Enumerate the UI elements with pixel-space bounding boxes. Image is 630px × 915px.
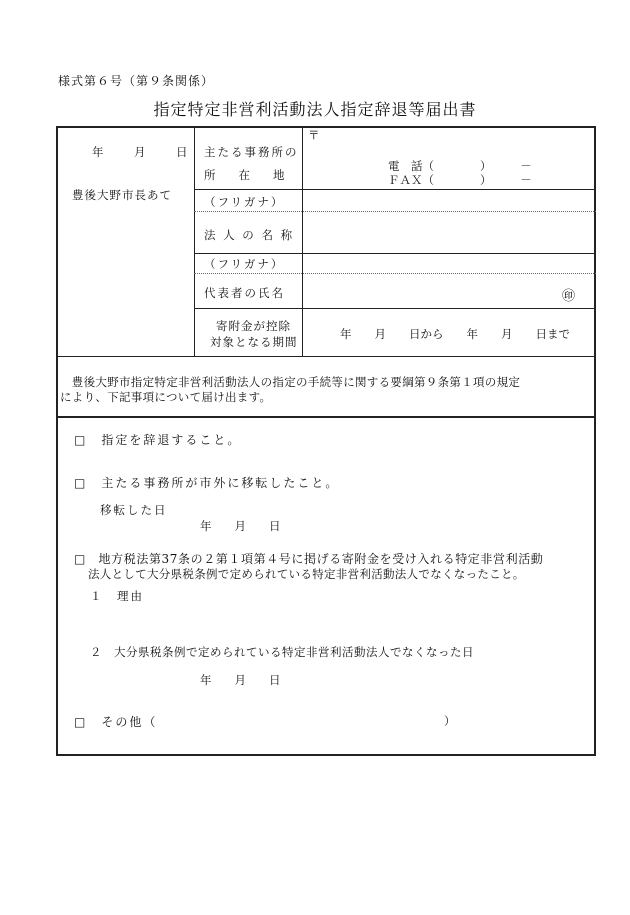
statement-line2: により、下記事項について届け出ます。 — [60, 390, 272, 404]
form-number: 様式第６号（第９条関係） — [58, 74, 215, 88]
period-label-line2: 対象となる期間 — [210, 335, 298, 349]
item-tax-checkbox[interactable]: □ 地方税法第37条の２第１項第４号に掲げる寄附金を受け入れる特定非営利活動 — [74, 552, 544, 566]
item-decline-checkbox[interactable]: □ 指定を辞退すること。 — [74, 433, 242, 447]
period-value[interactable]: 年 月 日から 年 月 日まで — [340, 327, 570, 341]
furigana-label-2: （フリガナ） — [204, 257, 285, 271]
moved-date-label: 移転した日 — [100, 503, 168, 517]
divider-row-period — [194, 308, 596, 309]
divider-left-col — [194, 126, 195, 356]
reason-label: １ 理由 — [90, 589, 144, 603]
seal-mark: ㊞ — [562, 289, 576, 304]
item-other-close-paren: ） — [444, 714, 456, 728]
disqualified-date-value[interactable]: 年 月 日 — [200, 673, 281, 687]
date-month: 月 — [134, 145, 148, 159]
postal-mark: 〒 — [308, 128, 320, 142]
rep-name-label: 代表者の氏名 — [204, 286, 285, 300]
item-moved-checkbox[interactable]: □ 主たる事務所が市外に移転したこと。 — [74, 476, 340, 490]
disqualified-date-label: ２ 大分県税条例で定められている特定非営利活動法人でなくなった日 — [90, 645, 474, 659]
divider-row-name — [194, 253, 596, 254]
dotted-row-furigana-2 — [194, 273, 596, 274]
office-label-line1: 主たる事務所の — [204, 145, 299, 159]
date-day: 日 — [176, 145, 190, 159]
item-tax-line2: 法人として大分県税条例で定められている特定非営利活動法人でなくなったこと。 — [88, 567, 525, 581]
divider-label-col — [302, 126, 303, 356]
office-label-line2: 所 在 地 — [204, 168, 285, 182]
statement-line1: 豊後大野市指定特定非営利活動法人の指定の手続等に関する要綱第９条第１項の規定 — [60, 375, 521, 389]
moved-date-value[interactable]: 年 月 日 — [200, 519, 281, 533]
furigana-label-1: （フリガナ） — [204, 195, 285, 209]
divider-statement-bottom — [56, 416, 596, 418]
item-other-checkbox[interactable]: □ その他（ — [74, 715, 158, 729]
divider-header-bottom — [56, 356, 596, 357]
phone-field[interactable]: 電 話（ ） － — [388, 159, 532, 173]
corp-name-label: 法 人 の 名 称 — [204, 228, 295, 242]
page-title: 指定特定非営利活動法人指定辞退等届出書 — [153, 100, 477, 119]
period-label-line1: 寄附金が控除 — [216, 319, 291, 333]
date-year: 年 — [92, 145, 106, 159]
addressee: 豊後大野市長あて — [72, 188, 172, 202]
dotted-row-furigana-1 — [194, 211, 596, 212]
fax-field[interactable]: ＦＡＸ（ ） － — [388, 173, 532, 187]
divider-row-address — [194, 189, 596, 190]
